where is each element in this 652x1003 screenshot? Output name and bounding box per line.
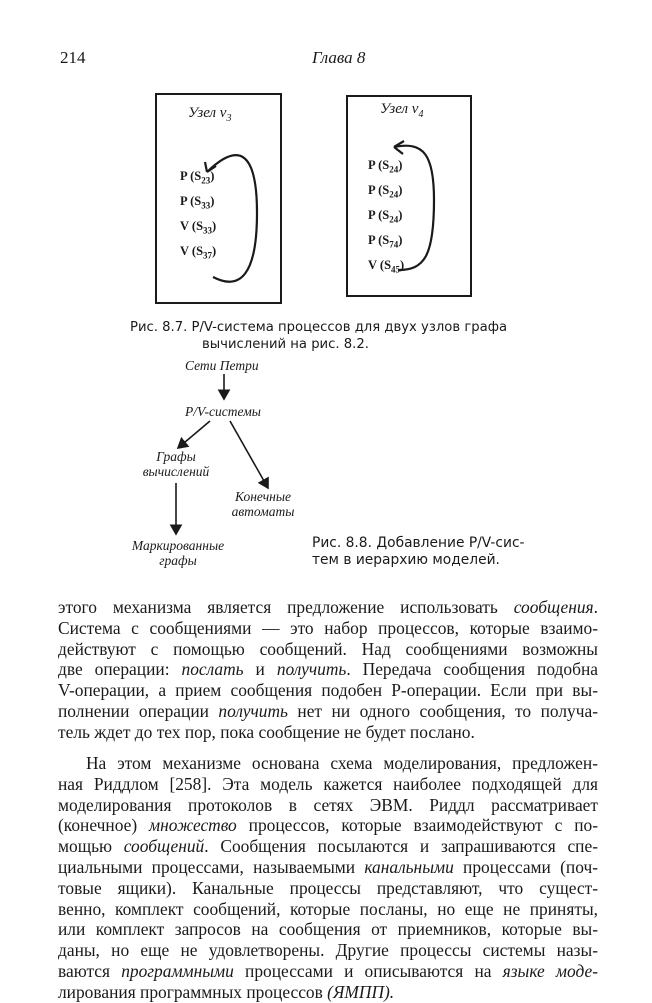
figure-8-7-caption-line2: вычислений на рис. 8.2. <box>202 337 369 352</box>
p2-line-7: венно, комплект сообщений, которые посланы, но еще не приняты, <box>58 898 598 919</box>
p1-line-3: две операции: послать и получить. Передача сообщения подобна <box>58 659 598 680</box>
process-op-v3-0: P $(S_{23})$ <box>180 169 215 186</box>
node-pv-systems: P/V-системы <box>185 404 261 419</box>
process-op-v3-1: P $(S_{33})$ <box>180 194 215 211</box>
process-op-v4-2: P $(S_{24})$ <box>368 208 403 225</box>
node-v4-title: Узел $\nu_4$ <box>380 101 424 120</box>
p2-line-2: моделирования протоколов в сетях ЭВМ. Риддл рассматривает <box>58 794 598 815</box>
p2-line-1: ная Риддлом [258]. Эта модель кажется наиболее подходящей для <box>58 773 598 794</box>
process-op-v4-3: P $(S_{74})$ <box>368 233 403 250</box>
p2-line-3: (конечное) множество процессов, которые взаимодействуют с по- <box>58 815 599 836</box>
figure-8-7-caption-line1: Рис. 8.7. P/V-система процессов для двух узлов графа <box>130 320 508 335</box>
node-marked-graphs: Маркированные графы <box>131 538 225 568</box>
figure-8-8-caption-line1: Рис. 8.8. Добавление P/V-сис- <box>312 535 525 551</box>
arrow-pv-to-automata <box>230 421 268 488</box>
p2-line-9: даны, но еще не удовлетворены. Другие процессы системы назы- <box>58 940 598 961</box>
node-petri-nets: Сети Петри <box>185 358 259 373</box>
node-computation-graphs: Графы вычислений <box>142 449 210 479</box>
process-op-v3-2: V $(S_{33})$ <box>180 219 217 236</box>
p1-line-5: полнении операции получить нет ни одного сообщения, то получа- <box>58 700 598 721</box>
p2-line-8: или комплект запросов на сообщения от приемников, которые вы- <box>58 919 598 940</box>
p2-line-6: товые ящики). Канальные процессы представляют, что сущест- <box>58 877 598 898</box>
process-op-v4-0: P $(S_{24})$ <box>368 158 403 175</box>
p1-line-0: этого механизма является предложение использовать сообщения. <box>58 597 598 617</box>
process-op-v3-3: V $(S_{37})$ <box>180 244 217 261</box>
paragraph-riddle-model <box>58 753 598 1003</box>
process-op-v4-4: V $(S_{45})$ <box>368 258 405 275</box>
figure-8-8-caption <box>312 535 525 569</box>
p1-line-1: Система с сообщениями — это набор процессов, которые взаимо- <box>58 617 598 638</box>
process-op-v4-1: P $(S_{24})$ <box>368 183 403 200</box>
p1-line-4: V-операции, а прием сообщения подобен P-операции. Если при вы- <box>58 680 598 701</box>
p1-line-6: тель ждет до тех пор, пока сообщение не будет послано. <box>58 721 475 742</box>
paragraph-messages <box>58 597 598 743</box>
node-v3-title: Узел $\nu_3$ <box>188 105 232 124</box>
p2-line-0: На этом механизме основана схема моделирования, предложен- <box>86 753 598 773</box>
p1-line-2: действуют с помощью сообщений. Над сообщениями возможны <box>58 638 598 659</box>
page-number: 214 <box>60 48 86 67</box>
p2-line-10: ваются программными процессами и описываются на языке моде- <box>58 960 599 981</box>
p2-line-4: мощью сообщений. Сообщения посылаются и запрашиваются спе- <box>58 836 598 857</box>
p2-line-5: циальными процессами, называемыми канальными процессами (поч- <box>58 856 598 877</box>
arrow-pv-to-graphs <box>178 421 210 448</box>
running-header-chapter: Глава 8 <box>312 48 366 67</box>
figure-8-8-caption-line2: тем в иерархию моделей. <box>312 552 500 568</box>
node-finite-automata: Конечные автоматы <box>231 489 295 519</box>
p2-line-11: лирования программных процессов (ЯМПП). <box>58 981 395 1002</box>
